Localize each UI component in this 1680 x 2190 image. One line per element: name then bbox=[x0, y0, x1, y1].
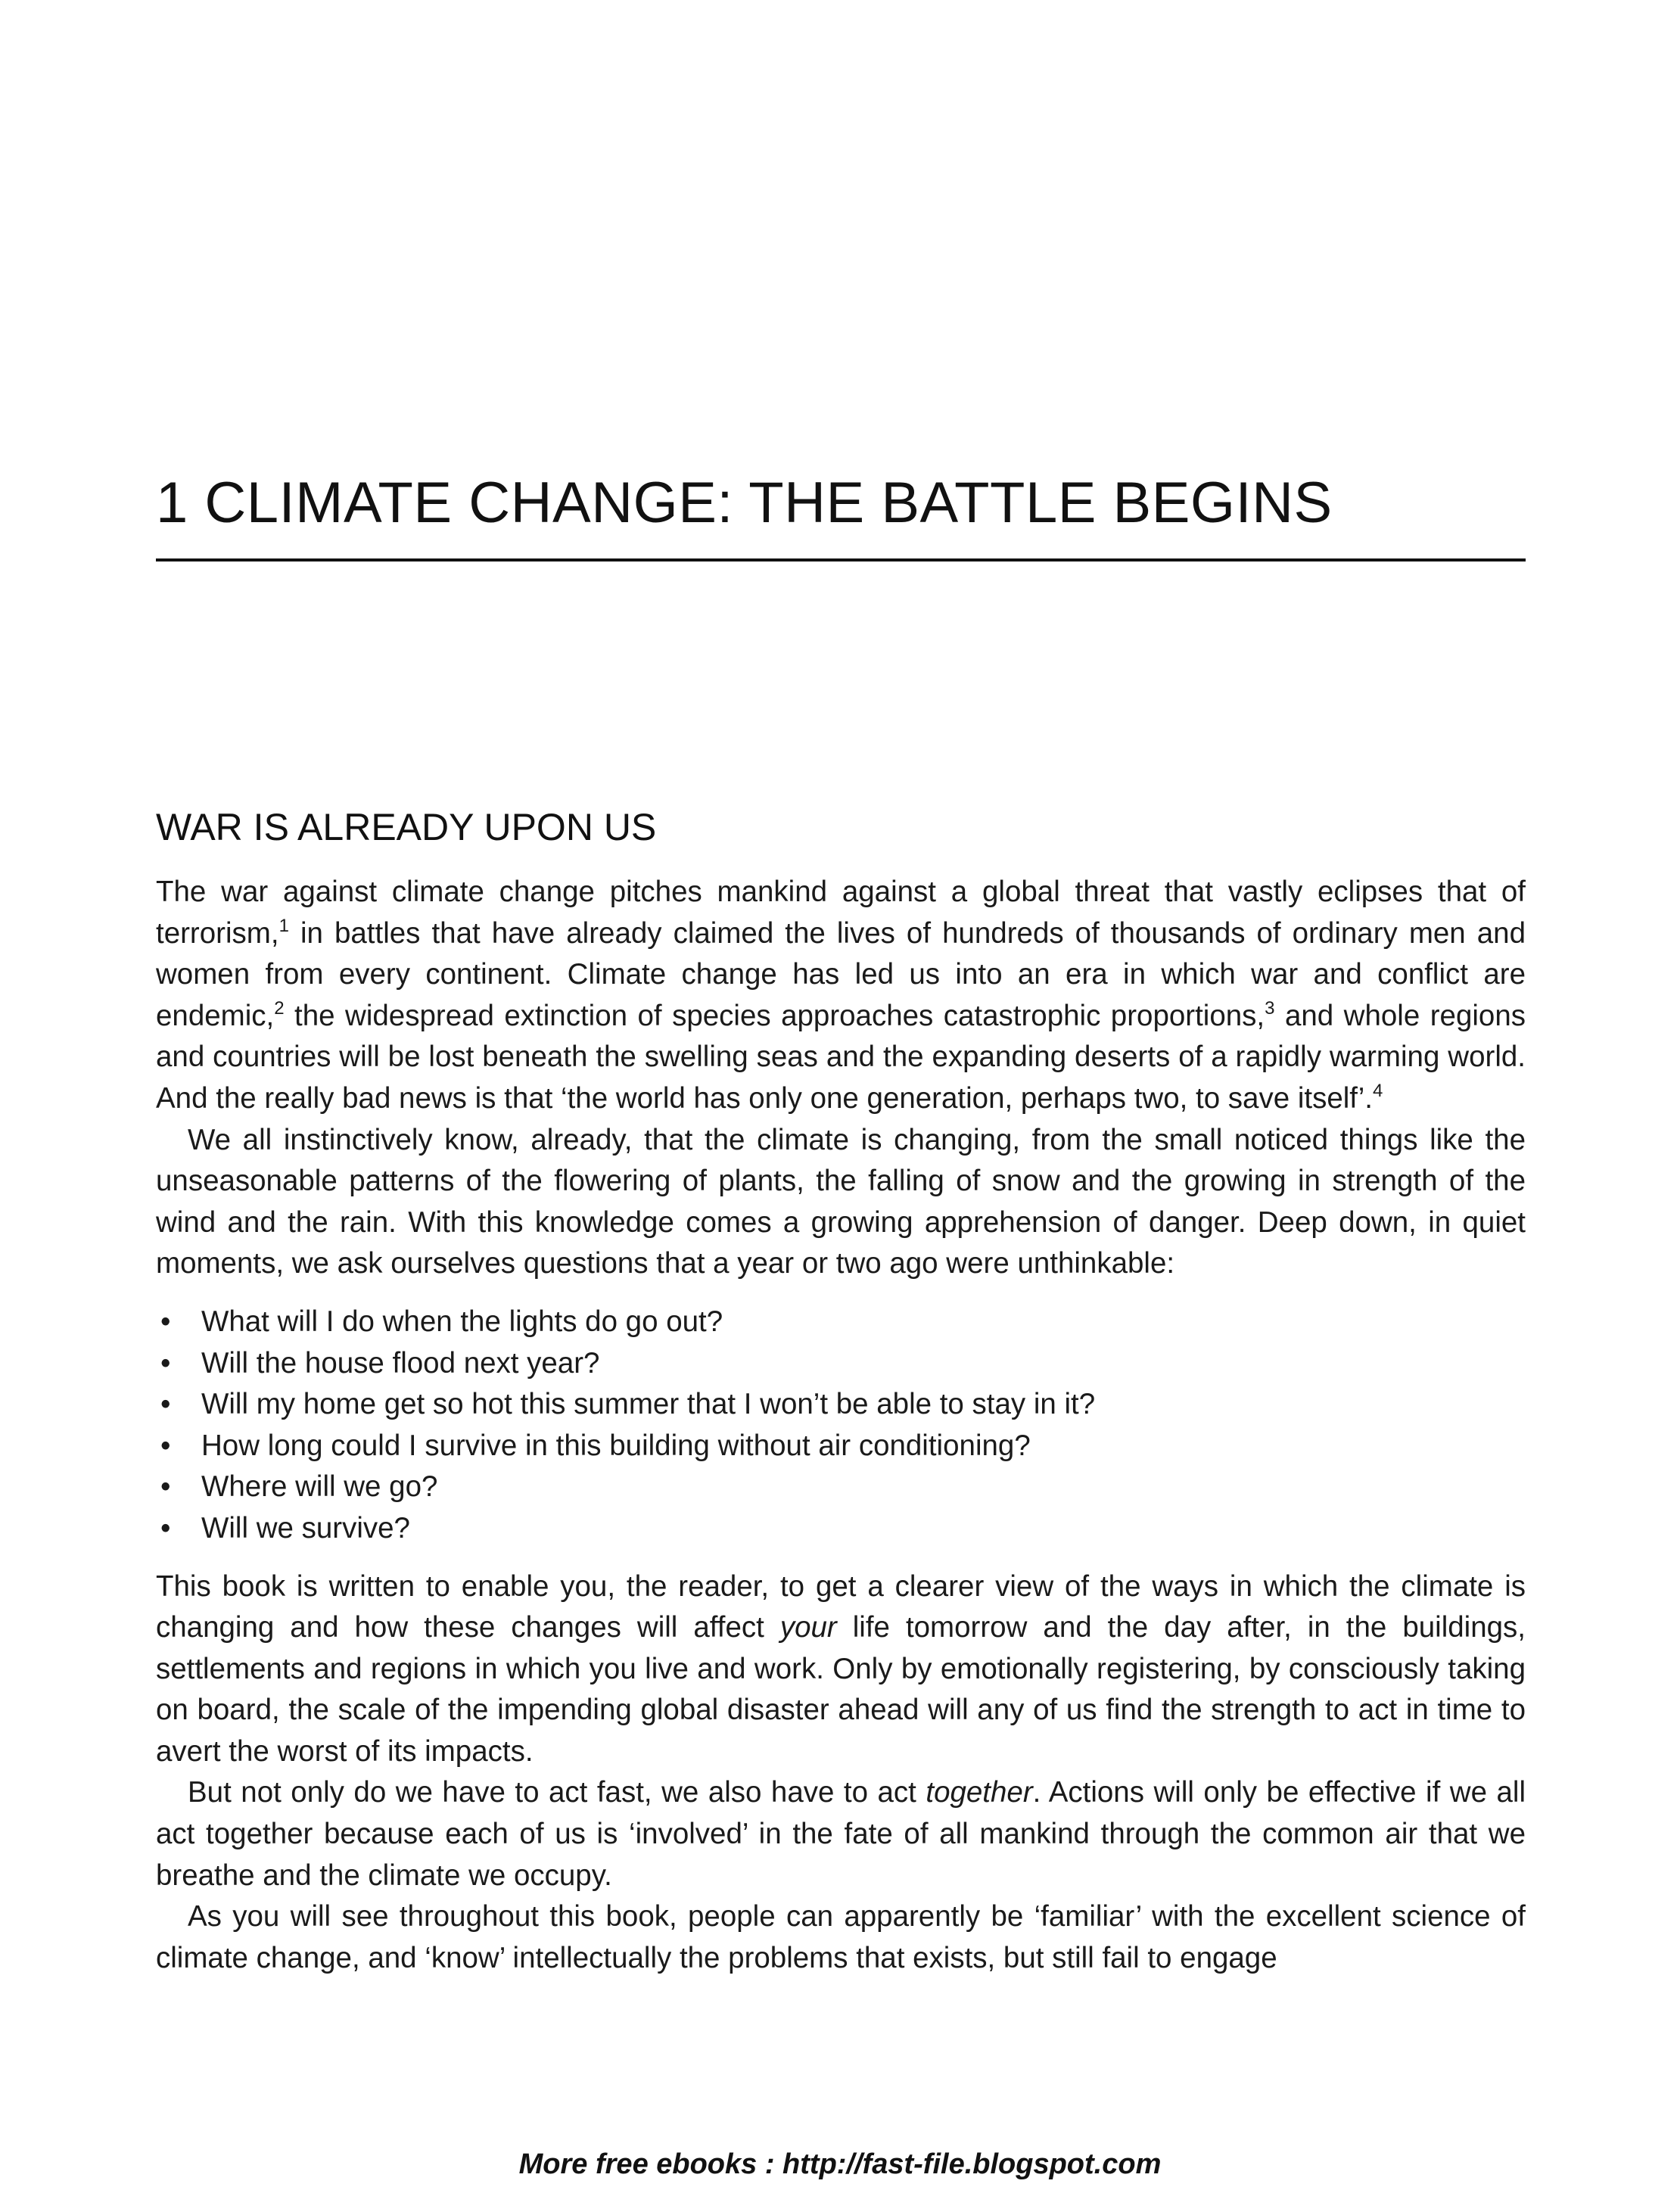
paragraph-war-against-climate-change bbox=[156, 872, 1526, 1120]
paragraph-text: the widespread extinction of species approaches catastrophic proportions, bbox=[284, 999, 1265, 1032]
list-item-text: What will I do when the lights do go out? bbox=[201, 1305, 723, 1338]
paragraph-text: life tomorrow and the day after, in the buildings, settlements and regions in which you live and work. Only by emotionally registering, by consciously taking on board, the scale of the impending global disaster ahead will any of us find the strength to act in time to avert the worst of its impacts. bbox=[156, 1611, 1526, 1768]
body-text bbox=[156, 872, 1526, 1979]
list-item-text: How long could I survive in this building without air conditioning? bbox=[201, 1429, 1031, 1462]
bullet-icon: • bbox=[160, 1346, 171, 1380]
list-item bbox=[156, 1467, 1526, 1508]
paragraph-text: and whole regions and countries will be lost beneath the swelling seas and the expanding deserts of a rapidly warming world. And the really bad news is that ‘the world has only one generation, perhaps two, to save itself’. bbox=[156, 999, 1526, 1115]
paragraph-text: The war against climate change pitches mankind against a global threat that vastly eclipses that of terrorism, bbox=[156, 876, 1526, 950]
list-item bbox=[156, 1343, 1526, 1385]
section-heading: WAR IS ALREADY UPON US bbox=[156, 806, 657, 848]
paragraph-text: This book is written to enable you, the reader, to get a clearer view of the ways in which the climate is changing and how these changes will affect bbox=[156, 1569, 1526, 1644]
list-item-text: Where will we go? bbox=[201, 1470, 438, 1504]
paragraph-instinctively-know: We all instinctively know, already, that the climate is changing, from the small noticed things like the unseasonable patterns of the flowering of plants, the falling of snow and the growing in strength of the wind and the rain. With this knowledge comes a growing apprehension of danger. Deep down, in quiet moments, we ask ourselves questions that a year or two ago were unthinkable: bbox=[156, 1123, 1526, 1280]
paragraph-text: in battles that have already claimed the lives of hundreds of thousands of ordinary men and women from every continent. Climate change has led us into an era in which war and conflict are endemic, bbox=[156, 916, 1526, 1032]
list-item bbox=[156, 1384, 1526, 1426]
footer-ebooks-link[interactable]: More free ebooks : http://fast-file.blogspot.com bbox=[518, 2148, 1162, 2180]
footnote-ref-1: 1 bbox=[278, 915, 289, 936]
list-item-text: Will we survive? bbox=[201, 1511, 410, 1545]
list-item-text: Will the house flood next year? bbox=[201, 1346, 600, 1380]
paragraph-text: . Actions will only be effective if we all act together because each of us is ‘involved’ in the fate of all mankind through the common air that we breathe and the climate we occupy. bbox=[156, 1776, 1526, 1892]
paragraph-act-together bbox=[156, 1772, 1526, 1896]
list-item bbox=[156, 1508, 1526, 1550]
footnote-ref-3: 3 bbox=[1265, 997, 1275, 1019]
bullet-icon: • bbox=[160, 1429, 171, 1462]
emphasis-text: together bbox=[926, 1776, 1033, 1809]
list-item bbox=[156, 1426, 1526, 1467]
paragraph-familiar-with-science: As you will see throughout this book, people can apparently be ‘familiar’ with the excellent science of climate change, and ‘know’ intellectually the problems that exists, but still fail to engage bbox=[156, 1900, 1526, 1974]
footnote-ref-4: 4 bbox=[1372, 1080, 1383, 1101]
bullet-icon: • bbox=[160, 1470, 171, 1504]
question-list bbox=[156, 1302, 1526, 1550]
list-item bbox=[156, 1302, 1526, 1343]
bullet-icon: • bbox=[160, 1511, 171, 1545]
bullet-icon: • bbox=[160, 1305, 171, 1338]
chapter-title-rule bbox=[156, 558, 1526, 561]
paragraph-book-purpose bbox=[156, 1566, 1526, 1773]
footnote-ref-2: 2 bbox=[274, 997, 285, 1019]
emphasis-text: your bbox=[779, 1611, 837, 1644]
chapter-title: 1 CLIMATE CHANGE: THE BATTLE BEGINS bbox=[156, 471, 1333, 535]
paragraph-text: But not only do we have to act fast, we also have to act bbox=[188, 1776, 926, 1809]
bullet-icon: • bbox=[160, 1388, 171, 1421]
list-item-text: Will my home get so hot this summer that I won’t be able to stay in it? bbox=[201, 1388, 1096, 1421]
